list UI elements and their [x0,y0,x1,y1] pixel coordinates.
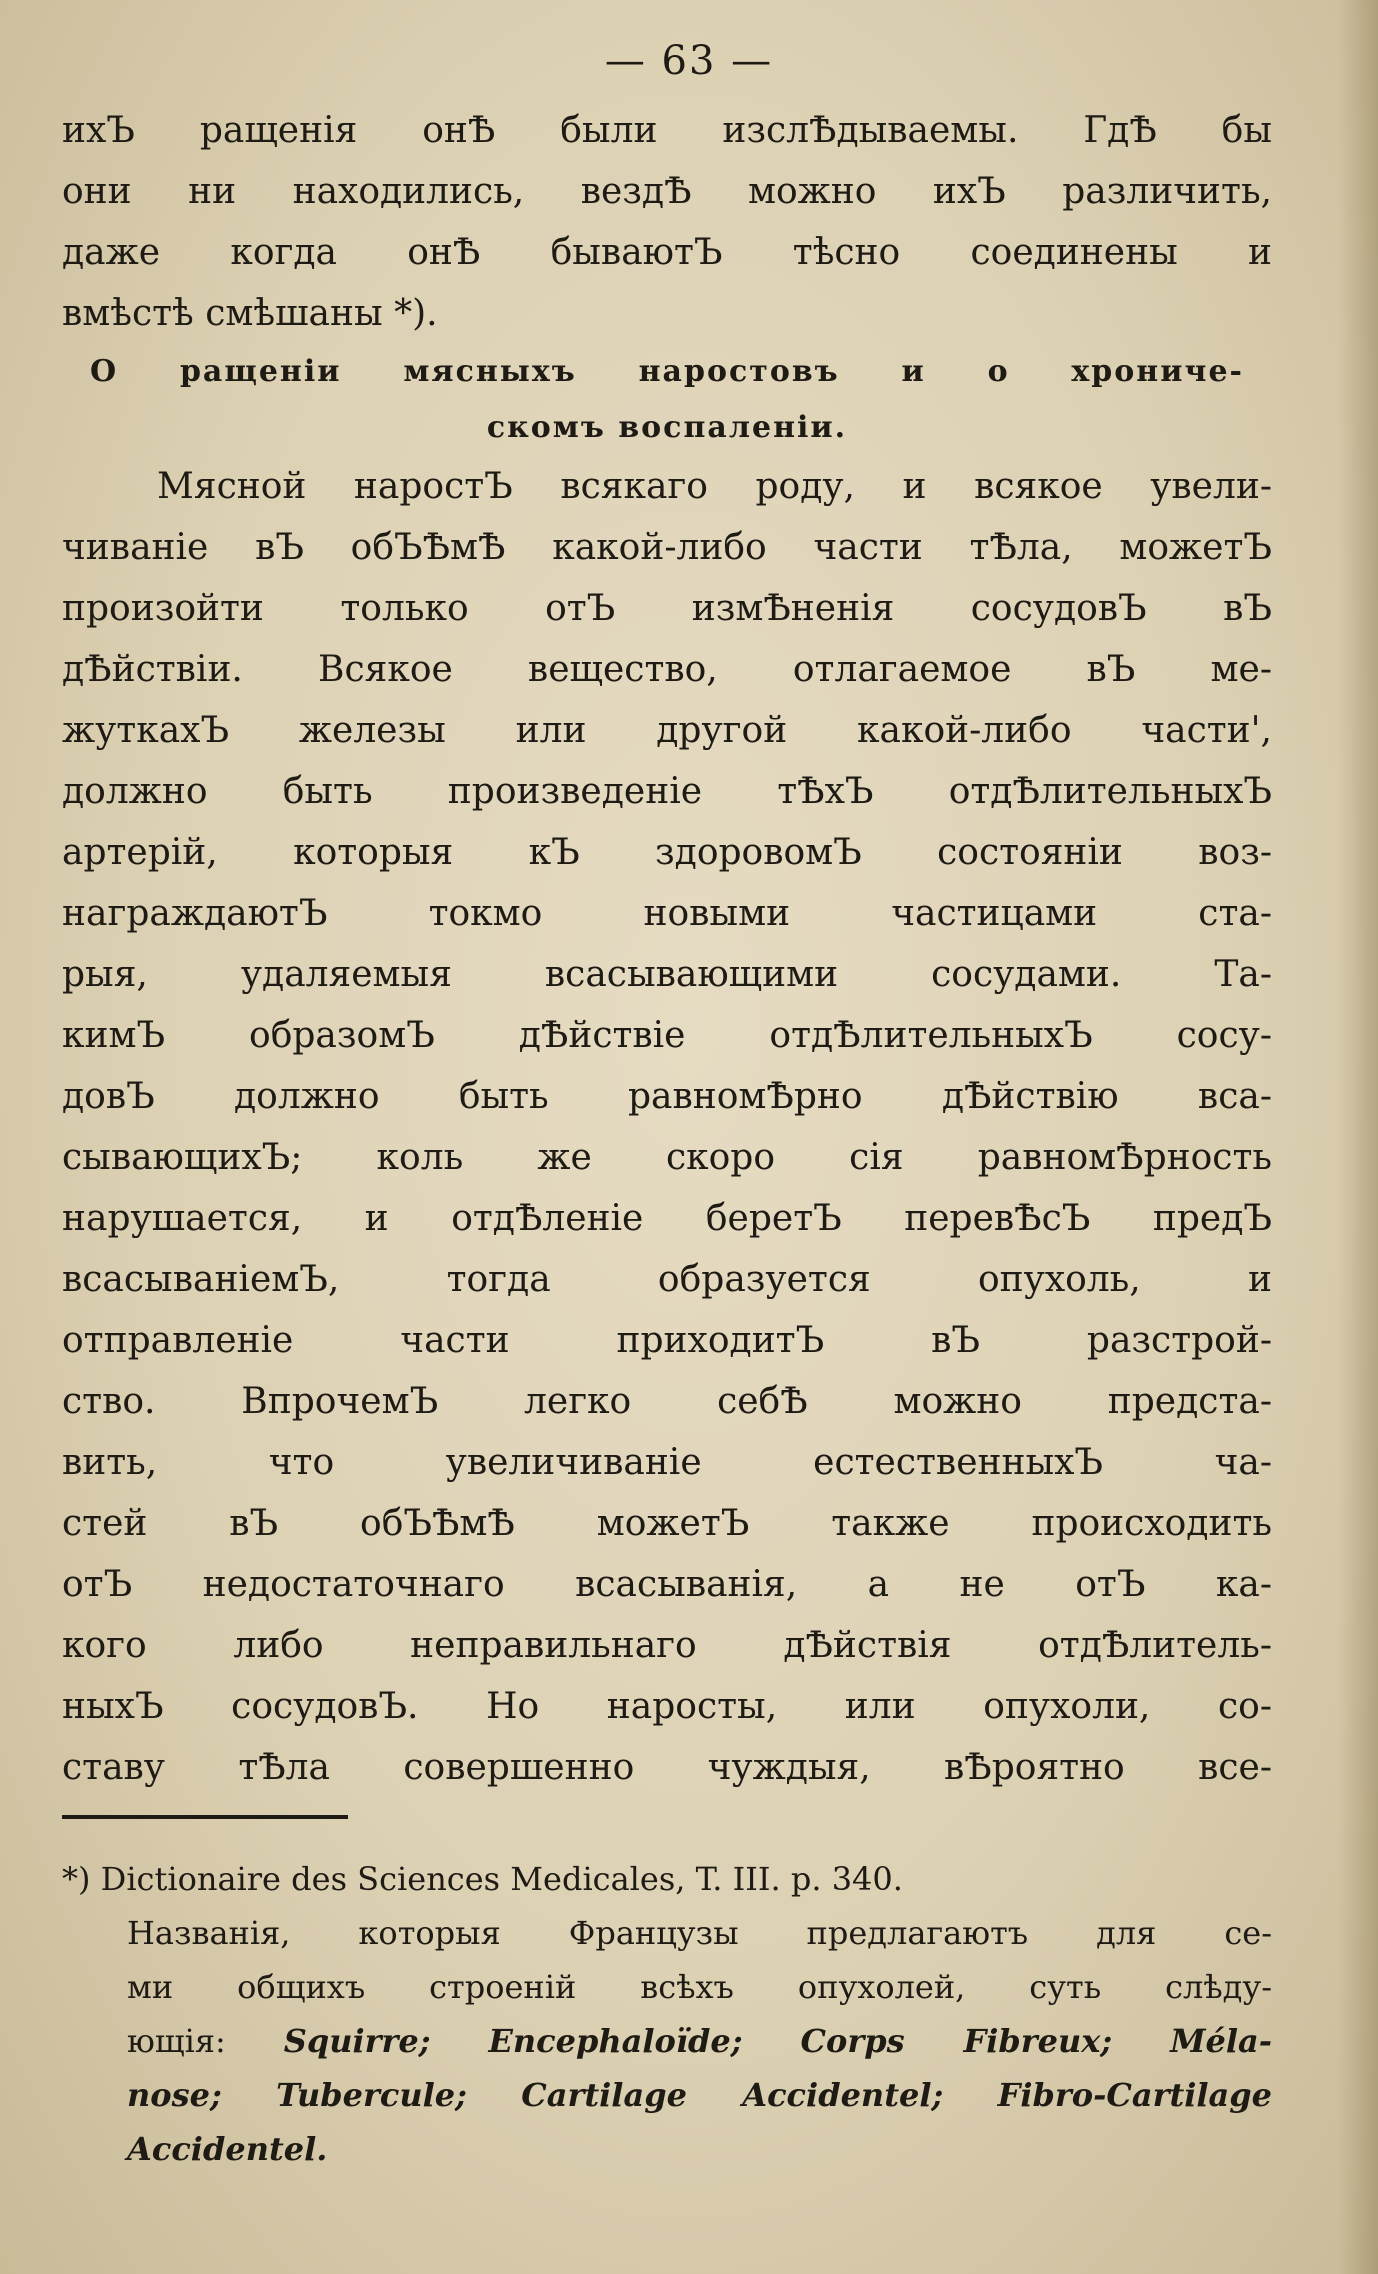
footnote-term: Tubercule; [276,2076,467,2114]
footnote-terms-line [62,2068,1272,2122]
paragraph-line: чиваніе вЪ обЪѢмѢ какой-либо части тѢла, можетЪ [62,527,1272,568]
text-line: ихЪ ращенія онѢ были изслѢдываемы. ГдѢ бы [62,110,1272,151]
footnote-term: Cartilage Accidentel; [521,2076,944,2114]
footnote-term: Corps Fibreux; [800,2022,1113,2060]
paragraph-line: вить, что увеличиваніе естественныхЪ ча- [62,1442,1272,1483]
page-edge-shadow [1338,0,1378,2274]
footnote-citation: Dictionaire des Sciences Medicales, T. III. p. 340. [100,1860,903,1898]
paragraph-line: рыя, удаляемыя всасывающими сосудами. Та- [62,954,1272,995]
paragraph-line: ныхЪ сосудовЪ. Но наросты, или опухоли, со- [62,1686,1272,1727]
paragraph-line: жуткахЪ железы или другой какой-либо части', [62,710,1272,751]
section-heading-line: скомъ воспаленіи. [486,410,848,445]
footnote-marker: *) [62,1860,91,1898]
section-heading-line: О ращеніи мясныхъ наростовъ и о хрониче- [90,354,1244,389]
footnote-term: Squirre; [283,2022,431,2060]
footnote-term: Encephaloïde; [488,2022,743,2060]
text-line: вмѣстѣ смѣшаны *). [62,293,438,334]
paragraph-line: сывающихЪ; коль же скоро сія равномѢрность [62,1137,1272,1178]
paragraph-line: ство. ВпрочемЪ легко себѢ можно предста- [62,1381,1272,1422]
paragraph-line: ставу тѢла совершенно чуждыя, вѢроятно все- [62,1747,1272,1788]
paragraph-line: Мясной наростЪ всякаго роду, и всякое увели- [157,466,1272,507]
paragraph-line: награждаютЪ токмо новыми частицами ста- [62,893,1272,934]
footnote-terms-line [62,2014,1272,2068]
paragraph-line: отправленіе части приходитЪ вЪ разстрой- [62,1320,1272,1361]
paragraph-line: всасываніемЪ, тогда образуется опухоль, и [62,1259,1272,1300]
paragraph-line: дѢйствіи. Всякое вещество, отлагаемое вЪ ме- [62,649,1272,690]
footnote-citation-line [62,1852,1272,1906]
text-line: они ни находились, вездѢ можно ихЪ различить, [62,171,1272,212]
footnote-term: Fibro-Cartilage [997,2076,1272,2114]
paragraph-line: нарушается, и отдѢленіе беретЪ перевѢсЪ предЪ [62,1198,1272,1239]
paragraph-line: произойти только отЪ измѢненія сосудовЪ вЪ [62,588,1272,629]
paragraph-line: артерій, которыя кЪ здоровомЪ состояніи воз- [62,832,1272,873]
page-number: — 63 — [604,38,774,84]
footnote-line-prefix: ющія: [127,2022,284,2060]
footnote-term: Méla- [1170,2022,1273,2060]
paragraph-line: довЪ должно быть равномѢрно дѢйствію вса- [62,1076,1272,1117]
footnote-text-line: ми общихъ строеній всѣхъ опухолей, суть слѣду- [127,1968,1272,2006]
footnote-divider [62,1815,348,1819]
footnote-text-line: Названія, которыя Французы предлагаютъ для се- [127,1914,1272,1952]
footnote [62,1852,1272,2176]
paragraph-line: отЪ недостаточнаго всасыванія, а не отЪ ка- [62,1564,1272,1605]
paragraph-line: кого либо неправильнаго дѢйствія отдѢлитель- [62,1625,1272,1666]
paragraph-line: стей вЪ обЪѢмѢ можетЪ также происходить [62,1503,1272,1544]
paragraph-line: должно быть произведеніе тѢхЪ отдѢлительныхЪ [62,771,1272,812]
main-text [62,100,1272,1798]
paragraph-line: кимЪ образомЪ дѢйствіе отдѢлительныхЪ сосу- [62,1015,1272,1056]
footnote-term: nose; [127,2076,222,2114]
footnote-term: Accidentel. [127,2130,328,2168]
footnote-terms-line [62,2122,1272,2176]
text-line: даже когда онѢ бываютЪ тѣсно соединены и [62,232,1272,273]
